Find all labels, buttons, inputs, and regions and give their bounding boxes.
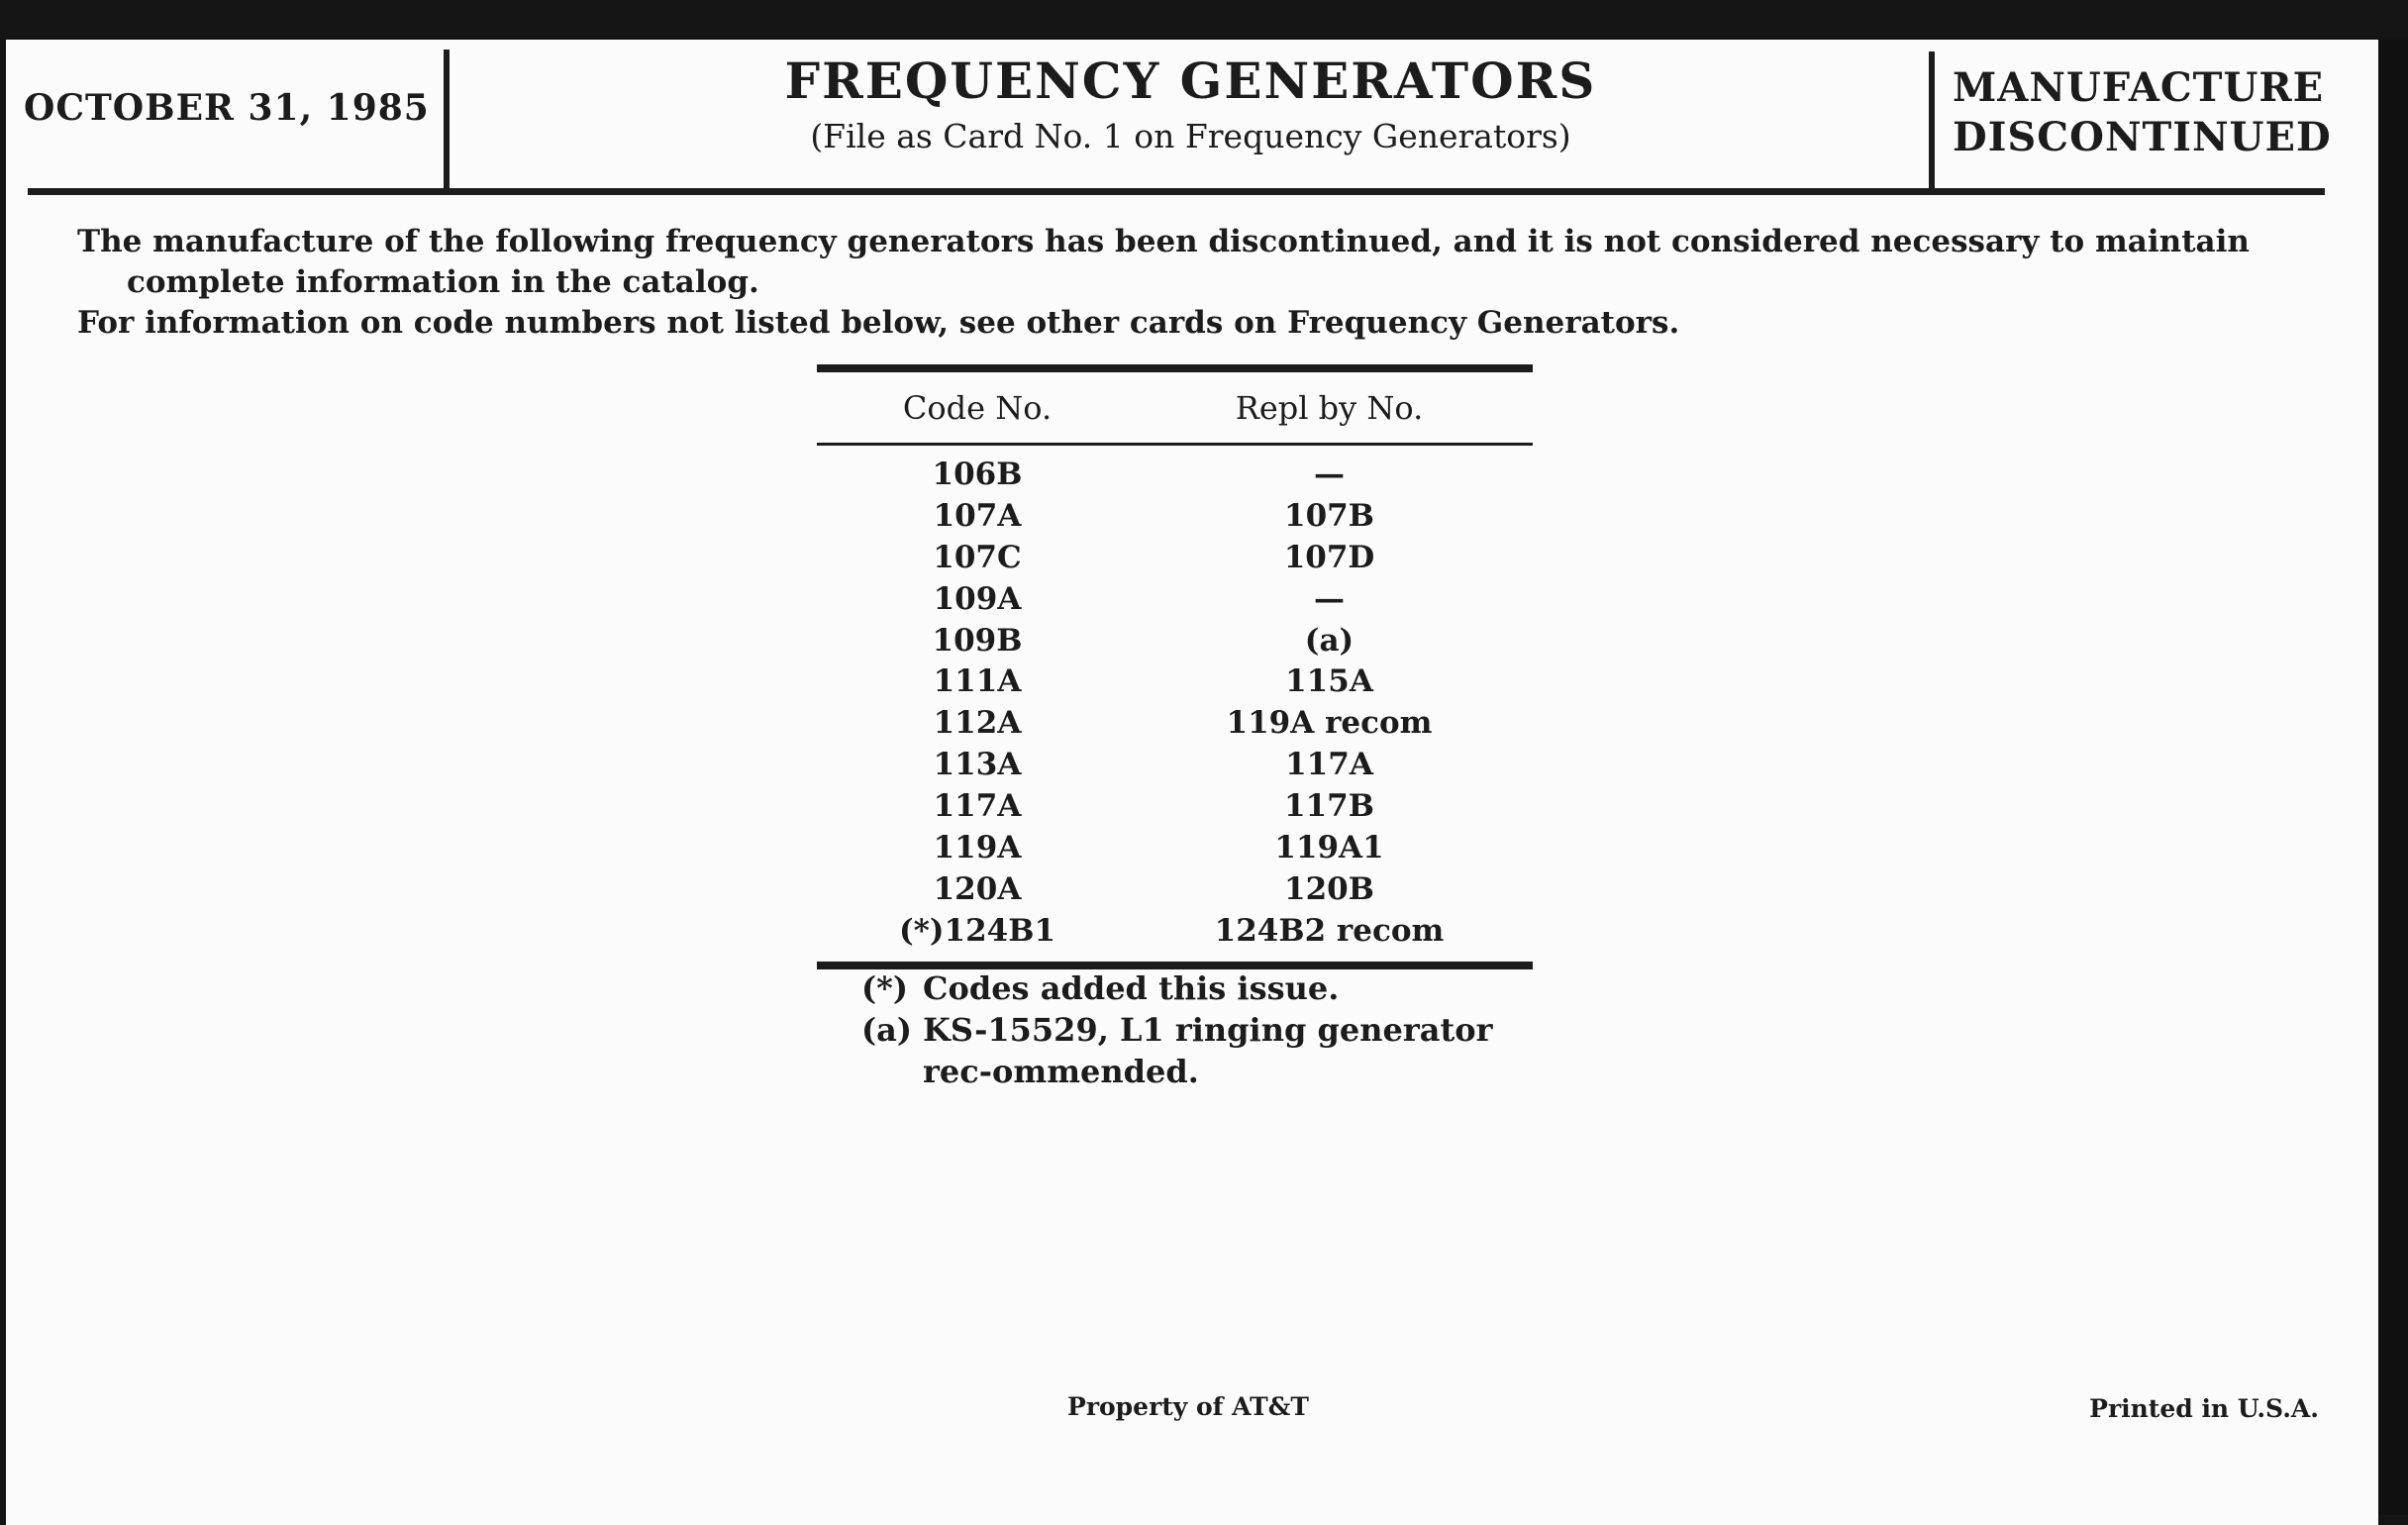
property-notice: Property of AT&T <box>1067 1392 1309 1421</box>
replacement-cell: 117B <box>1284 788 1374 825</box>
header-divider-right <box>1929 51 1935 192</box>
page-subtitle: (File as Card No. 1 on Frequency Generators) <box>810 117 1571 155</box>
printed-notice: Printed in U.S.A. <box>2089 1394 2319 1423</box>
status-line-1: MANUFACTURE <box>1953 64 2325 111</box>
code-cell: 112A <box>933 705 1022 742</box>
table-body <box>817 446 1533 962</box>
table-row <box>817 744 1533 785</box>
footnote-marker: (*) <box>861 969 909 1007</box>
replacement-cell: 119A recom <box>1226 705 1433 742</box>
table-header <box>817 372 1533 443</box>
page-title: FREQUENCY GENERATORS <box>784 51 1597 110</box>
status-line-2: DISCONTINUED <box>1953 114 2332 160</box>
code-cell: 107A <box>933 497 1022 534</box>
code-cell: 120A <box>933 870 1022 907</box>
header-divider-left <box>444 50 450 190</box>
footnote-text: KS-15529, L1 ringing generator rec-ommended. <box>923 1011 1493 1090</box>
replacement-cell: (a) <box>1304 622 1354 659</box>
table-row <box>817 785 1533 827</box>
replacement-cell: 124B2 recom <box>1214 912 1445 949</box>
issue-date: OCTOBER 31, 1985 <box>24 87 430 129</box>
table-top-rule <box>817 364 1533 372</box>
replacement-table <box>817 364 1533 969</box>
table-row <box>817 702 1533 744</box>
code-cell: 107C <box>933 539 1022 575</box>
replacement-cell: 107B <box>1284 497 1374 534</box>
footnote-text: Codes added this issue. <box>923 969 1340 1007</box>
column-header-replacement: Repl by No. <box>1235 388 1424 427</box>
replacement-cell: 107D <box>1283 539 1375 575</box>
code-cell: 113A <box>933 747 1022 783</box>
table-row <box>817 537 1533 578</box>
replacement-cell: 120B <box>1284 870 1374 907</box>
table-row <box>817 578 1533 620</box>
code-cell: 119A <box>933 829 1022 865</box>
code-cell: 109B <box>932 622 1023 659</box>
table-row <box>817 454 1533 495</box>
code-cell: 117A <box>933 788 1022 825</box>
intro-paragraph-1: The manufacture of the following frequency generators has been discontinued, and it is not considered necessary to maintain complete information in the catalog. <box>77 224 2250 300</box>
replacement-cell: — <box>1314 580 1345 617</box>
column-header-code: Code No. <box>902 388 1053 427</box>
table-row <box>817 910 1533 952</box>
replacement-cell: 115A <box>1285 663 1373 700</box>
code-cell: 111A <box>933 663 1022 700</box>
scan-edge-shadow <box>2378 40 2408 1515</box>
replacement-cell: 117A <box>1285 747 1373 783</box>
footnote <box>861 967 1555 1009</box>
intro-text <box>77 222 2355 344</box>
footnote-marker: (a) <box>861 1011 913 1049</box>
replacement-cell: 119A1 <box>1274 829 1384 865</box>
table-row <box>817 620 1533 661</box>
header-rule <box>28 188 2325 195</box>
table-row <box>817 661 1533 702</box>
code-cell: 109A <box>933 580 1022 617</box>
replacement-cell: — <box>1314 456 1345 492</box>
code-cell: (*)124B1 <box>898 912 1056 949</box>
table-row <box>817 827 1533 868</box>
table-row <box>817 868 1533 910</box>
status-label <box>1953 63 2368 162</box>
footnote <box>861 1009 1555 1092</box>
intro-paragraph-2: For information on code numbers not listed below, see other cards on Frequency Generators. <box>77 305 1680 341</box>
footnotes <box>861 967 1555 1092</box>
table-row <box>817 495 1533 537</box>
code-cell: 106B <box>932 456 1023 492</box>
